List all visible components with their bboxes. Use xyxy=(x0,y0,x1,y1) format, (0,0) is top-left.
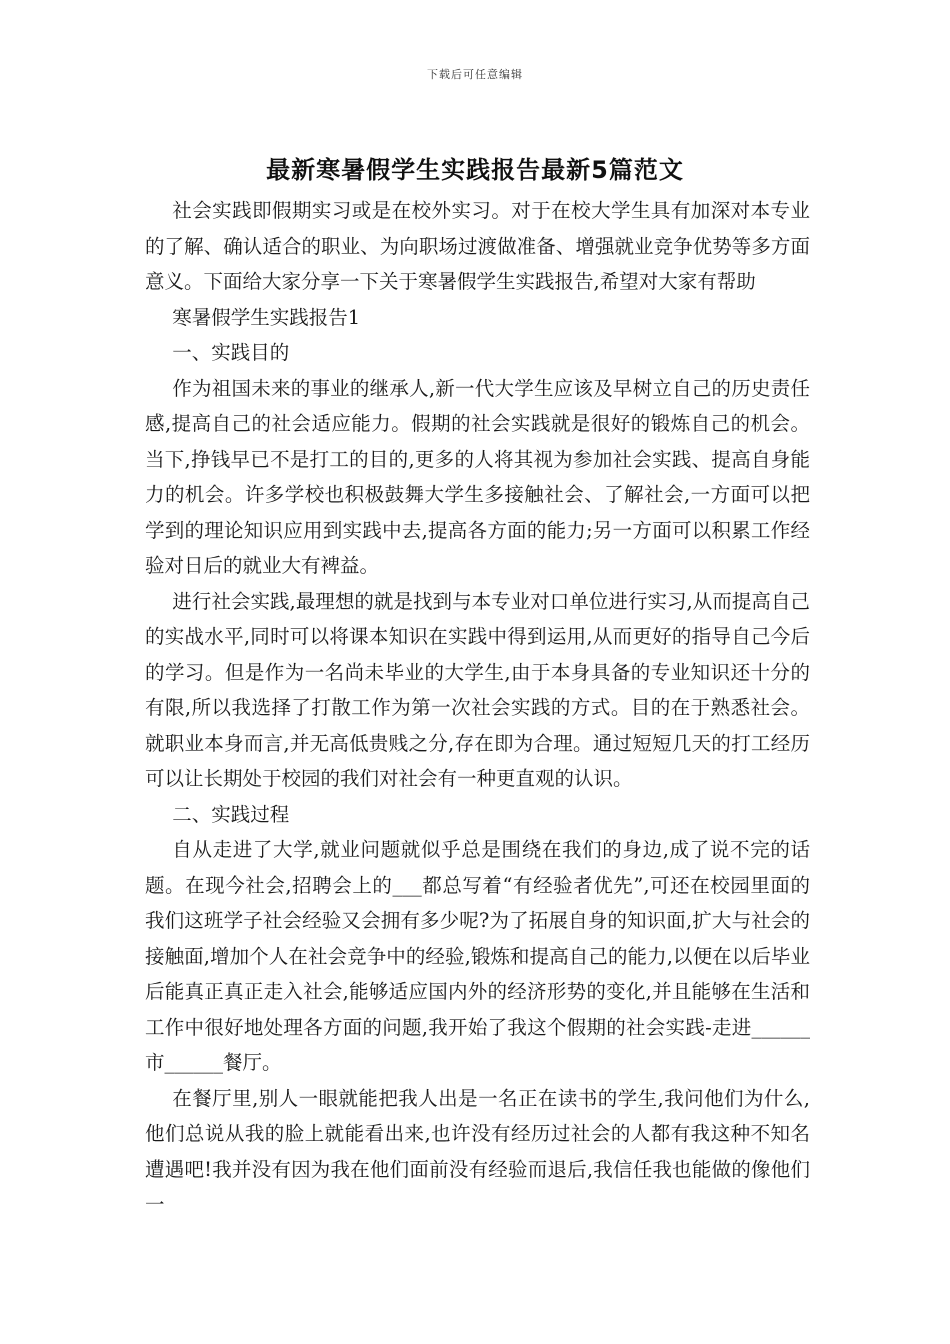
header-note: 下载后可任意编辑 xyxy=(427,68,523,81)
intro-paragraph: 社会实践即假期实习或是在校外实习。对于在校大学生具有加深对本专业的了解、确认适合的职业、为向职场过渡做准备、增强就业竞争优势等多方面意义。下面给大家分享一下关于寒暑假学生实践报告,希望对大家有帮助 xyxy=(145,199,810,293)
report-heading: 寒暑假学生实践报告1 xyxy=(172,305,361,329)
section-heading-purpose: 一、实践目的 xyxy=(172,341,290,364)
body-paragraph: 自从走进了大学,就业问题就似乎总是围绕在我们的身边,成了说不完的话题。在现今社会,招聘会上的___都总写着“有经验者优先”,可还在校园里面的我们这班学子社会经验又会拥有多少呢?为了拓展自身的知识面,扩大与社会的接触面,增加个人在社会竞争中的经验,锻炼和提高自己的能力,以便在以后毕业后能真正真正走入社会,能够适应国内外的经济形势的变化,并且能够在生活和工作中很好地处理各方面的问题,我开始了我这个假期的社会实践-走进______市______餐厅。 xyxy=(145,838,810,1074)
document-body xyxy=(145,193,810,1223)
section-heading-process: 二、实践过程 xyxy=(172,802,290,826)
body-paragraph: 作为祖国未来的事业的继承人,新一代大学生应该及早树立自己的历史责任感,提高自己的社会适应能力。假期的社会实践就是很好的锻炼自己的机会。当下,挣钱早已不是打工的目的,更多的人将其视为参加社会实践、提高自身能力的机会。许多学校也积极鼓舞大学生多接触社会、了解社会,一方面可以把学到的理论知识应用到实践中去,提高各方面的能力;另一方面可以积累工作经验对日后的就业大有裨益。 xyxy=(145,376,810,577)
body-paragraph: 进行社会实践,最理想的就是找到与本专业对口单位进行实习,从而提高自己的实战水平,同时可以将课本知识在实践中得到运用,从而更好的指导自己今后的学习。但是作为一名尚未毕业的大学生,由于本身具备的专业知识还十分的有限,所以我选择了打散工作为第一次社会实践的方式。目的在于熟悉社会。就职业本身而言,并无高低贵贱之分,存在即为合理。通过短短几天的打工经历可以让长期处于校园的我们对社会有一种更直观的认识。 xyxy=(145,589,810,790)
body-paragraph: 在餐厅里,别人一眼就能把我人出是一名正在读书的学生,我问他们为什么,他们总说从我的脸上就能看出来,也许没有经历过社会的人都有我这种不知名遭遇吧!我并没有因为我在他们面前没有经验而退后,我信任我也能做的像他们一 xyxy=(145,1086,810,1216)
document-title: 最新寒暑假学生实践报告最新5篇范文 xyxy=(266,156,684,184)
